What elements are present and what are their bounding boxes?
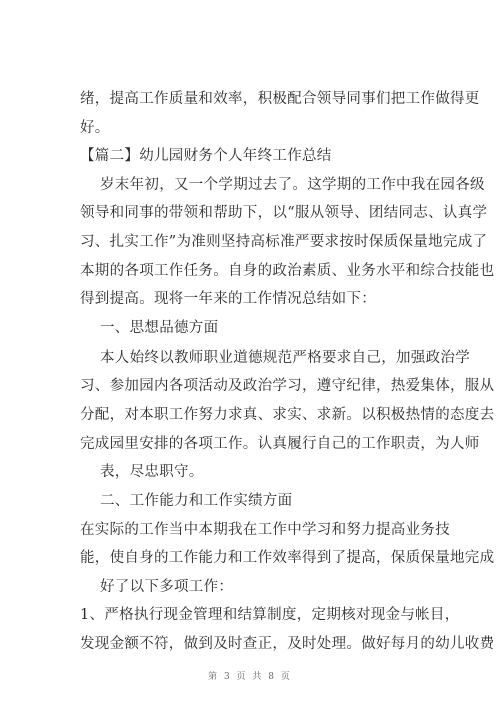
paragraph-line: 绪，提高工作质量和效率，积极配合领导同事们把工作做得更 [80,91,480,107]
subheading: 一、思想品德方面 [100,320,219,336]
paragraph-line: 发现金额不符，做到及时查正，及时处理。做好每月的幼儿收费 [80,636,495,652]
paragraph-line: 习、扎实工作”为准则坚持高标准严要求按时保质保量地完成了 [80,234,488,250]
paragraph-line: 好了以下多项工作： [100,579,234,595]
paragraph-line: 分配，对本职工作努力求真、求实、求新。以积极热情的态度去 [80,407,495,423]
paragraph-line: 完成园里安排的各项工作。认真履行自己的工作职责，为人师 [80,436,480,452]
paragraph-line: 在实际的工作当中本期我在工作中学习和努力提高业务技 [80,522,450,538]
section-heading: 【篇二】幼儿园财务个人年终工作总结 [80,148,332,164]
paragraph-line: 表，尽忠职守。 [100,464,204,480]
paragraph-line: 好。 [80,120,110,136]
subheading: 二、工作能力和工作实绩方面 [100,493,293,509]
page-footer: 第 3 页 共 8 页 [208,672,292,682]
paragraph-line: 本期的各项工作任务。自身的政治素质、业务水平和综合技能也 [80,263,495,279]
paragraph-line: 能，使自身的工作能力和工作效率得到了提高，保质保量地完成 [80,550,495,566]
paragraph-line: 岁末年初，又一个学期过去了。这学期的工作中我在园各级 [100,177,485,193]
paragraph-line: 领导和同事的带领和帮助下，以“服从领导、团结同志、认真学 [80,205,488,221]
paragraph-line: 得到提高。现将一年来的工作情况总结如下： [80,291,376,307]
paragraph-line: 本人始终以教师职业道德规范严格要求自己，加强政治学 [100,350,470,366]
paragraph-line: 习、参加园内各项活动及政治学习，遵守纪律，热爱集体，服从 [80,378,495,394]
paragraph-line: 1、严格执行现金管理和结算制度，定期核对现金与帐目， [80,607,460,623]
